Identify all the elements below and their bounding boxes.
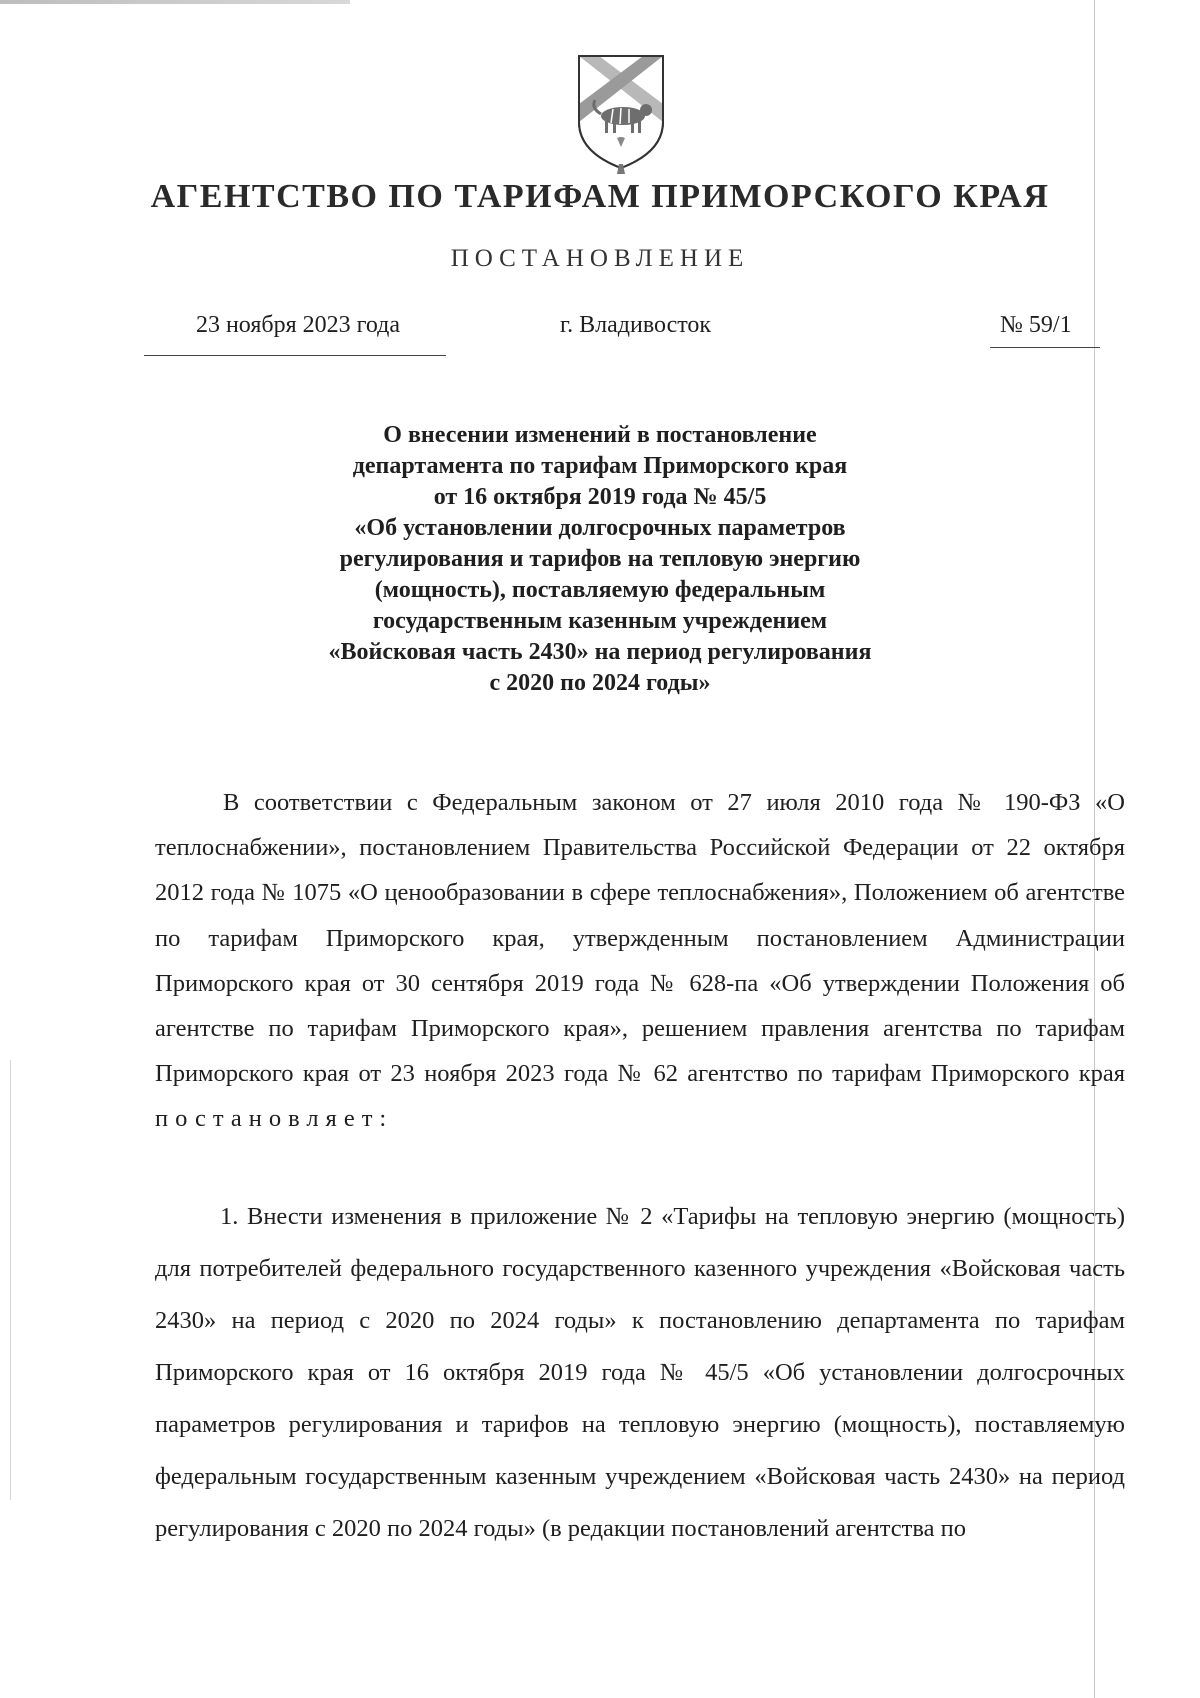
- document-number: № 59/1: [1000, 312, 1072, 338]
- title-line: департамента по тарифам Приморского края: [352, 453, 848, 479]
- title-line: от 16 октября 2019 года № 45/5: [433, 484, 767, 510]
- document-title: [230, 420, 970, 699]
- title-line: с 2020 по 2024 годы»: [489, 670, 711, 696]
- preamble-paragraph: [155, 780, 1125, 1142]
- item-1-paragraph: 1. Внести изменения в приложение № 2 «Тарифы на тепловую энергию (мощность) для потребителей федерального государственного казенного учреждения «Войсковая часть 2430» на период с 2020 по 2024 годы» к постановлению департамента по тарифам Приморского края от 16 октября 2019 года № 45/5 «Об установлении долгосрочных параметров регулирования и тарифов на тепловую энергию (мощность), поставляемую федеральным государственным казенным учреждением «Войсковая часть 2430» на период регулирования с 2020 по 2024 годы» (в редакции постановлений агентства по: [155, 1203, 1125, 1542]
- number-underline: [990, 347, 1100, 348]
- title-line: (мощность), поставляемую федеральным: [374, 577, 826, 603]
- title-line: «Об установлении долгосрочных параметров: [354, 515, 846, 541]
- resolves-word: постановляет:: [155, 1105, 394, 1133]
- document-type: ПОСТАНОВЛЕНИЕ: [450, 245, 750, 272]
- title-line: регулирования и тарифов на тепловую энергию: [339, 546, 861, 572]
- agency-name: АГЕНТСТВО ПО ТАРИФАМ ПРИМОРСКОГО КРАЯ: [150, 178, 1050, 215]
- document-city: г. Владивосток: [560, 312, 712, 338]
- date-underline: [144, 355, 446, 356]
- title-line: «Войсковая часть 2430» на период регулирования: [328, 639, 872, 665]
- scan-edge-mark: [0, 0, 350, 4]
- document-date: 23 ноября 2023 года: [195, 312, 401, 338]
- primorsky-coat-of-arms-icon: [573, 52, 669, 174]
- title-line: государственным казенным учреждением: [372, 608, 828, 634]
- scan-edge-line: [10, 1060, 11, 1500]
- title-line: О внесении изменений в постановление: [383, 422, 817, 448]
- preamble-text: В соответствии с Федеральным законом от 27 июля 2010 года № 190-ФЗ «О теплоснабжении», постановлением Правительства Российской Федерации от 22 октября 2012 года № 1075 «О ценообразовании в сфере теплоснабжения», Положением об агентстве по тарифам Приморского края, утвержденным постановлением Администрации Приморского края от 30 сентября 2019 года № 628-па «Об утверждении Положения об агентстве по тарифам Приморского края», решением правления агентства по тарифам Приморского края от 23 ноября 2023 года № 62 агентство по тарифам Приморского края: [155, 789, 1125, 1088]
